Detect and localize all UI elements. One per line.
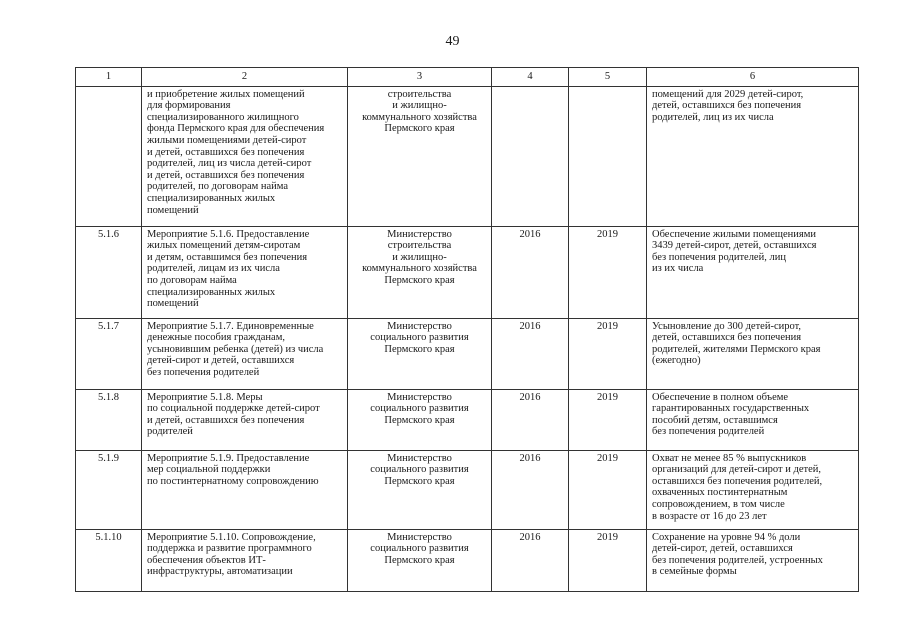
measure-text: Мероприятие 5.1.7. Единовременные денежные пособия гражданам, усыновившим ребенка (детей) из числа детей-сирот и детей, оставшихся без попечения родителей bbox=[147, 320, 324, 378]
start-year: 2016 bbox=[492, 226, 569, 318]
executor bbox=[348, 86, 492, 226]
end-year bbox=[569, 86, 647, 226]
expected-result bbox=[647, 86, 859, 226]
measure-description bbox=[142, 389, 348, 450]
table-row bbox=[76, 86, 859, 226]
table-row bbox=[76, 529, 859, 591]
measure-text: и приобретение жилых помещений для формирования специализированного жилищного фонда Пермского края для обеспечения жилыми помещениями детей-сирот и детей, оставшихся без попечения родителей, лиц из числа детей-сирот и детей, оставшихся без попечения родителей, по договорам найма специализированных жилых помещений bbox=[147, 88, 325, 216]
expected-result bbox=[647, 226, 859, 318]
start-year: 2016 bbox=[492, 389, 569, 450]
table-row bbox=[76, 318, 859, 389]
executor-text: Министерство строительства и жилищно- коммунального хозяйства Пермского края bbox=[362, 228, 477, 286]
expected-result bbox=[647, 389, 859, 450]
table-row bbox=[76, 450, 859, 529]
measure-description bbox=[142, 86, 348, 226]
measure-text: Мероприятие 5.1.10. Сопровождение, поддержка и развитие программного обеспечения объектов ИТ- инфраструктуры, автоматизации bbox=[147, 531, 316, 578]
executor bbox=[348, 226, 492, 318]
measure-description bbox=[142, 318, 348, 389]
measure-description bbox=[142, 226, 348, 318]
measure-text: Мероприятие 5.1.9. Предоставление мер социальной поддержки по постинтернатному сопровождению bbox=[147, 452, 319, 487]
measure-number: 5.1.7 bbox=[76, 318, 142, 389]
result-text: Усыновление до 300 детей-сирот, детей, оставшихся без попечения родителей, жителями Пермского края (ежегодно) bbox=[652, 320, 821, 367]
table-row bbox=[76, 389, 859, 450]
column-header: 1 bbox=[76, 68, 142, 87]
measure-number bbox=[76, 86, 142, 226]
result-text: Обеспечение в полном объеме гарантированных государственных пособий детям, оставшимся без попечения родителей bbox=[652, 391, 810, 438]
page-number: 49 bbox=[445, 34, 460, 49]
measure-number: 5.1.8 bbox=[76, 389, 142, 450]
expected-result bbox=[647, 318, 859, 389]
executor-text: Министерство социального развития Пермского края bbox=[370, 452, 469, 487]
column-header: 5 bbox=[569, 68, 647, 87]
column-header: 4 bbox=[492, 68, 569, 87]
measure-text: Мероприятие 5.1.8. Меры по социальной поддержке детей-сирот и детей, оставшихся без попечения родителей bbox=[147, 391, 320, 438]
executor-text: Министерство социального развития Пермского края bbox=[370, 391, 469, 426]
column-header: 6 bbox=[647, 68, 859, 87]
end-year: 2019 bbox=[569, 226, 647, 318]
result-text: Сохранение на уровне 94 % доли детей-сирот, детей, оставшихся без попечения родителей, устроенных в семейные формы bbox=[652, 531, 823, 578]
measure-text: Мероприятие 5.1.6. Предоставление жилых помещений детям-сиротам и детям, оставшимся без попечения родителей, лицам из их числа по договорам найма специализированных жилых помещений bbox=[147, 228, 310, 310]
executor bbox=[348, 529, 492, 591]
result-text: помещений для 2029 детей-сирот, детей, оставшихся без попечения родителей, лиц из их числа bbox=[652, 88, 804, 123]
executor bbox=[348, 318, 492, 389]
end-year: 2019 bbox=[569, 450, 647, 529]
executor bbox=[348, 389, 492, 450]
end-year: 2019 bbox=[569, 529, 647, 591]
result-text: Охват не менее 85 % выпускников организаций для детей-сирот и детей, оставшихся без попечения родителей, охваченных постинтернатным сопровождением, в том числе в возрасте от 16 до 23 лет bbox=[652, 452, 823, 522]
start-year: 2016 bbox=[492, 318, 569, 389]
start-year: 2016 bbox=[492, 529, 569, 591]
executor-text: строительства и жилищно- коммунального хозяйства Пермского края bbox=[362, 88, 477, 135]
end-year: 2019 bbox=[569, 318, 647, 389]
measure-description bbox=[142, 450, 348, 529]
measure-number: 5.1.9 bbox=[76, 450, 142, 529]
measure-number: 5.1.6 bbox=[76, 226, 142, 318]
table-row bbox=[76, 226, 859, 318]
executor bbox=[348, 450, 492, 529]
measure-description bbox=[142, 529, 348, 591]
program-measures-table bbox=[75, 67, 859, 592]
executor-text: Министерство социального развития Пермского края bbox=[370, 320, 469, 355]
expected-result bbox=[647, 529, 859, 591]
measure-number: 5.1.10 bbox=[76, 529, 142, 591]
result-text: Обеспечение жилыми помещениями 3439 детей-сирот, детей, оставшихся без попечения родителей, лиц из их числа bbox=[652, 228, 817, 275]
column-header: 3 bbox=[348, 68, 492, 87]
table-header-row bbox=[76, 68, 859, 87]
column-header: 2 bbox=[142, 68, 348, 87]
executor-text: Министерство социального развития Пермского края bbox=[370, 531, 469, 566]
expected-result bbox=[647, 450, 859, 529]
end-year: 2019 bbox=[569, 389, 647, 450]
start-year bbox=[492, 86, 569, 226]
start-year: 2016 bbox=[492, 450, 569, 529]
